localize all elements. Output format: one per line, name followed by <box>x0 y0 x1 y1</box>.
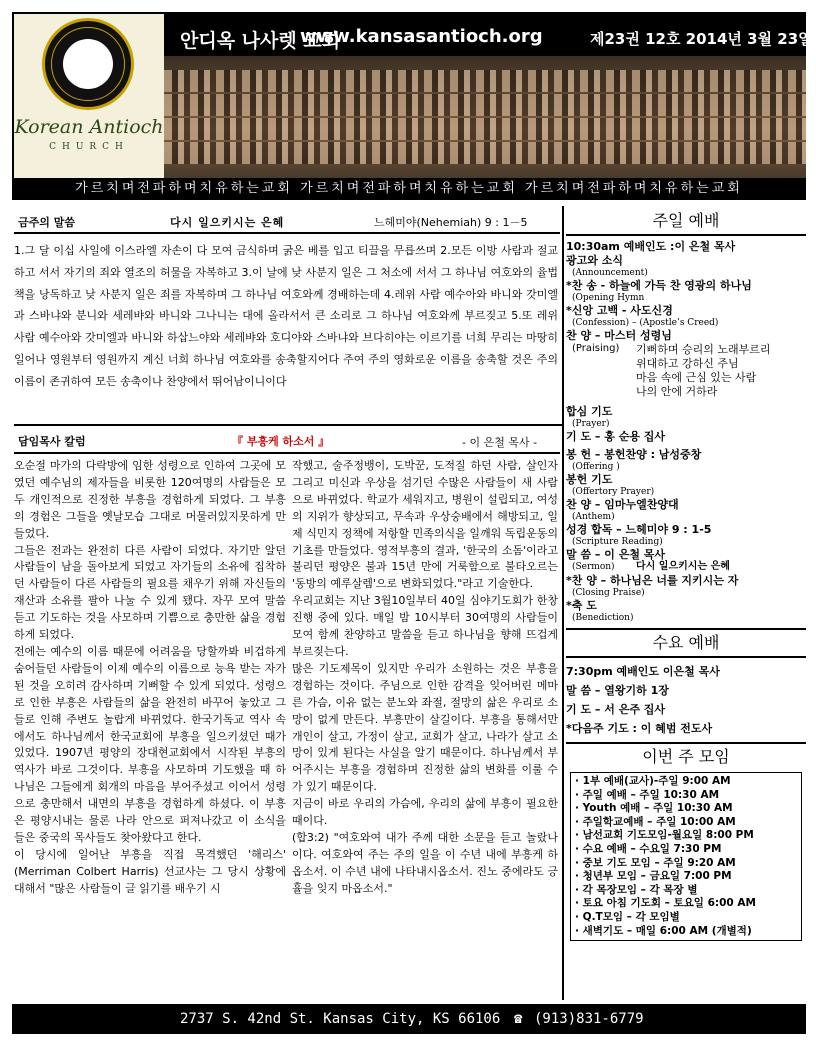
service-item-sub: (Praising) <box>572 343 620 354</box>
praising-song: 마음 속에 근심 있는 사람 <box>636 371 757 384</box>
meeting-item: · 각 목장모임 – 각 목장 별 <box>575 883 698 896</box>
scripture-section-label: 금주의 말씀 <box>18 216 75 229</box>
wednesday-item: 말 씀 – 열왕기하 1장 <box>566 684 669 697</box>
column-author: - 이 은철 목사 - <box>462 436 538 449</box>
service-item: 찬 양 – 임마누엘찬양대 <box>566 498 679 511</box>
meetings-heading: 이번 주 모임 <box>642 747 730 766</box>
wednesday-item: 기 도 – 서 은주 집사 <box>566 703 666 716</box>
church-name: 안디옥 나사렛 교회 <box>180 30 341 52</box>
nazarene-seal-icon <box>42 18 134 110</box>
service-item-sub: (Sermon) <box>572 562 615 572</box>
service-item: 기 도 – 홍 순용 집사 <box>566 430 666 443</box>
meeting-item: · 1부 예배(교사)-주일 9:00 AM <box>575 775 731 787</box>
church-phone: (913)831-6779 <box>534 1011 644 1027</box>
meeting-item: · 주일학교예배 – 주일 10:00 AM <box>575 815 736 828</box>
wednesday-service-heading: 수요 예배 <box>652 633 720 652</box>
meeting-item: · 수요 예배 – 수요일 7:30 PM <box>575 842 722 855</box>
congregation-photo <box>164 56 806 178</box>
column-section-label: 담임목사 칼럼 <box>18 435 86 448</box>
service-item-sub: (Benediction) <box>572 613 634 623</box>
logo-text-sub: CHURCH <box>49 142 129 152</box>
service-item-sub: (Confession) – (Apostle’s Creed) <box>572 318 719 328</box>
service-sidebar <box>566 208 806 943</box>
service-item-sub: (Offertory Prayer) <box>572 487 655 497</box>
meeting-item: · 중보 기도 모임 – 주일 9:20 AM <box>575 856 736 869</box>
service-item: 광고와 소식 <box>566 254 623 267</box>
service-item-sub: (Prayer) <box>572 419 610 429</box>
website-link[interactable]: www.kansasantioch.org <box>300 26 543 47</box>
church-address: 2737 S. 42nd St. Kansas City, KS 66106 <box>180 1011 501 1027</box>
wednesday-item: 7:30pm 예배인도 이은철 목사 <box>566 665 720 678</box>
scripture-divider <box>14 232 560 234</box>
phone-icon: ☎ <box>514 1011 523 1027</box>
service-item: *축 도 <box>566 599 597 612</box>
service-item-sub: (Opening Hymn <box>572 293 645 303</box>
service-item: 봉 헌 – 봉헌찬양 : 남성중창 <box>566 448 702 461</box>
service-item: *찬 송 - 하늘에 가득 찬 영광의 하나님 <box>566 279 752 292</box>
service-item: 성경 합독 – 느헤미야 9 : 1-5 <box>566 523 712 536</box>
meeting-item: · 청년부 모임 – 금요일 7:00 PM <box>575 870 732 883</box>
scripture-reference: 느헤미야(Nehemiah) 9 : 1－5 <box>374 216 528 229</box>
praising-song: 기뻐하며 승리의 노래부르리 <box>636 343 771 356</box>
sermon-title: 다시 일으키시는 은혜 <box>636 561 730 572</box>
logo-text-main: Korean Antioch <box>14 116 164 138</box>
motto-bar: 가르치며전파하며치유하는교회 가르치며전파하며치유하는교회 가르치며전파하며치유하는교회 <box>12 178 806 200</box>
service-item-sub: (Scripture Reading) <box>572 537 663 547</box>
service-item: *신앙 고백 - 사도신경 <box>566 304 673 317</box>
scripture-title: 다시 일으키시는 은혜 <box>170 216 285 229</box>
column-text-left: 오순절 마가의 다락방에 임한 성령으로 인하여 그곳에 모였던 예수님의 제자들을 비롯한 120여명의 사람들은 모두 개인적으로 진정한 부흥을 경험하게 되었다. 그 부흥의 경험은 그들을 옛날모습 그대로 머물러있지못하게 만들었다. 그들은 전과는 완전히 다른 사람이 되었다. 자기만 알던 사람들이 남을 돌아보게 되었고 자기들의 소유에 집착하던 사람들이 다른 사람들의 필요를 채우기 위해 자신들의 재산과 소유를 팔아 나눌 수 있게 됐다. 자꾸 모여 말씀 듣고 기도하는 것을 사모하며 기쁨으로 충만한 삶을 경험하게 되었다. 전에는 예수의 이름 때문에 어려움을 당할까봐 비겁하게 숨어들던 사람들이 이제 예수의 이름으로 능욕 받는 자가 된 것을 오히려 감사하며 기뻐할 수 있게 되었다. 성령으로 인한 부흥은 사람들의 삶을 완전히 바꾸어 놓았고 그들로 인해 주변도 놀랍게 바뀌었다. 한국기독교 역사 속에서도 하나님께서 한국교회에 부흥을 일으키셨던 때가 있었다. 1907년 평양의 장대현교회에서 시작된 부흥의 역사가 바로 그것이다. 부흥을 사모하며 기도했을 때 하나님은 그들에게 회개의 마음을 부어주셨고 이어서 성령으로 충만해서 내면의 부흥을 경험하게 하셨다. 이 부흥은 평양시내는 물론 나라 안으로 퍼져나갔고 이 소식을 들은 중국의 목사들도 찾아왔다고 한다. 이 당시에 일어난 부흥을 직접 목격했던 '해리스' (Merriman Colbert Harris) 선교사는 그 당시 상황에 대해서 "많은 사람들이 글 읽기를 배우기 시 <box>14 459 286 895</box>
column-text-right: 작했고, 술주정뱅이, 도박꾼, 도적질 하던 사람, 살인자 그리고 미신과 우상을 섬기던 수많은 사람들이 새 사람으로 바뀌었다. 학교가 세워지고, 병원이 설립되고, 여성의 지위가 향상되고, 무속과 우상숭배에서 해방되고, 일제 식민지 정책에 저항할 민족의식을 일깨워 독립운동의 기초를 만들었다. 영적부흥의 결과, '한국의 소돔'이라고 불리던 평양은 불과 15년 만에 거룩함으로 불타오르는 '동방의 예루살렘'으로 변화되었다."라고 기술한다. 우리교회는 지난 3월10일부터 40일 심야기도회가 한창 진행 중에 있다. 매일 밤 10시부터 30여명의 사람들이 모여 함께 찬양하고 말씀을 듣고 하나님을 향해 뜨겁게 부르짖는다. 많은 기도제목이 있지만 우리가 소원하는 것은 부흥을 경험하는 것이다. 주님으로 인한 감격을 잊어버린 메마른 가슴, 이유 없는 분노와 좌절, 절망의 삶은 우리로 소망이 없게 만든다. 부흥만이 살길이다. 부흥을 통해서만 개인이 살고, 가정이 살고, 교회가 살고, 나라가 살고 소망이 있게 된다는 사실을 알기 때문이다. 하나님께서 부어주시는 부흥을 경험하며 진정한 삶의 변화를 이룰 수가 있기 때문이다. 지금이 바로 우리의 가슴에, 우리의 삶에 부흥이 필요한 때이다. (합3:2) "여호와여 내가 주께 대한 소문을 듣고 놀랐나이다. 여호와여 주는 주의 일을 이 수년 내에 부흥케 하옵소서. 이 수년 내에 나타내시옵소서. 진노 중에라도 긍휼을 잊지 마옵소서." <box>292 459 558 895</box>
column-title: 『 부흥케 하소서 』 <box>232 435 330 448</box>
meeting-item: · Youth 예배 – 주일 10:30 AM <box>575 802 733 815</box>
scripture-text: 1.그 달 이십 사일에 이스라엘 자손이 다 모여 금식하며 굵은 베를 입고 티끌을 무릅쓰며 2.모든 이방 사람과 절교하고 서서 자기의 죄와 열조의 허물을 자복하고 3.이 날에 낮 사분지 일은 그 처소에 서서 그 하나님 여호와의 율법책을 낭독하고 낮 사분지 일은 죄를 자복하며 그 하나님 여호와께 경배하는데 4.레위 사람 예수아와 바니와 갓미엘과 스바냐와 분니와 세레뱌와 바니와 그나니는 대에 올라서서 큰 소리로 그 하나님 여호와께 부르짖고 5.또 레위 사람 예수아와 갓미엘과 바니와 하삽느야와 세레뱌와 호디야와 스바냐와 브다히야는 이르기를 너희 무리는 마땅히 일어나 영원부터 영원까지 계신 너희 하나님 여호와를 송축할지어다 주여 주의 영화로운 이름을 송축할 것은 주의 이름이 존귀하여 모든 송축이나 찬양에서 뛰어남이니이다 <box>14 244 558 388</box>
church-logo <box>14 14 164 178</box>
service-item-sub: (Announcement) <box>572 268 648 278</box>
service-item: 말 씀 – 이 은철 목사 <box>566 548 666 561</box>
wednesday-item: *다음주 기도 : 이 혜범 전도사 <box>566 722 713 735</box>
meeting-item: · 토요 아침 기도회 – 토요일 6:00 AM <box>575 897 756 910</box>
meeting-item: · 새벽기도 – 매일 6:00 AM (개별적) <box>575 924 752 937</box>
column-divider-vertical <box>562 206 564 1000</box>
service-item: 찬 양 – 마스터 성령님 <box>566 329 672 342</box>
sunday-service-heading: 주일 예배 <box>652 211 720 230</box>
meeting-item: · 남선교회 기도모임-월요일 8:00 PM <box>575 829 754 842</box>
meetings-list <box>570 772 802 941</box>
footer-bar <box>12 1004 806 1034</box>
service-item: 합심 기도 <box>566 405 613 418</box>
meeting-item: · Q.T모임 – 각 모임별 <box>575 910 680 923</box>
praising-song: 위대하고 강하신 주님 <box>636 357 739 370</box>
service-item: *찬 양 – 하나님은 너를 지키시는 자 <box>566 574 739 587</box>
praising-song: 나의 안에 거하라 <box>636 385 718 398</box>
service-item-sub: (Anthem) <box>572 512 615 522</box>
meeting-item: · 주일 예배 – 주일 10:30 AM <box>575 788 720 801</box>
column-divider <box>14 452 560 454</box>
issue-info: 제23권 12호 2014년 3월 23일 <box>590 30 813 48</box>
service-item-sub: (Offering ) <box>572 462 620 472</box>
service-item-sub: (Closing Praise) <box>572 588 645 598</box>
service-item: 봉헌 기도 <box>566 473 613 486</box>
sunday-time-line: 10:30am 예배인도 :이 은철 목사 <box>566 240 736 253</box>
section-divider <box>14 424 562 426</box>
